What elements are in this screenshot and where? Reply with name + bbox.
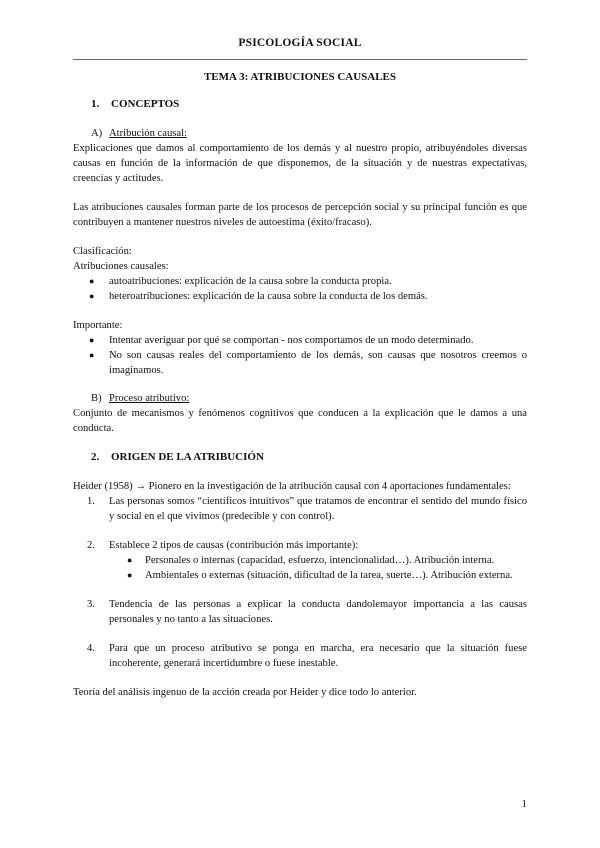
atribuciones-label: Atribuciones causales: (73, 261, 169, 272)
header-title: PSICOLOGÍA SOCIAL (238, 37, 362, 49)
list-item (73, 597, 527, 627)
list-item (73, 538, 527, 583)
bullet-icon: ● (127, 555, 133, 565)
section-1-heading (73, 97, 527, 111)
list-item-text: Ambientales o externas (situación, dificultad de la tarea, suerte…). Atribución externa. (145, 570, 513, 581)
item-number: 3. (87, 599, 95, 610)
list-item (109, 553, 527, 568)
subsection-a-heading (73, 127, 527, 141)
item-number: 4. (87, 643, 95, 654)
section-1-title: CONCEPTOS (111, 98, 180, 110)
header-rule (73, 59, 527, 60)
clasificacion-list (73, 274, 527, 304)
subsection-b-title: Proceso atributivo: (109, 393, 190, 404)
heider-contributions-list (73, 494, 527, 671)
list-item (73, 274, 527, 289)
section-1-number: 1. (91, 98, 100, 110)
list-item-text: No son causas reales del comportamiento de los demás, son causas que nosotros creemos o imaginamos. (109, 350, 527, 376)
subsection-b-paragraph: Conjunto de mecanismos y fenómenos cognitivos que conducen a la explicación que le damos a una conducta. (73, 408, 527, 434)
list-item (73, 348, 527, 378)
list-item-text: Establece 2 tipos de causas (contribución más importante): (109, 540, 359, 551)
list-item-text: Para que un proceso atributivo se ponga en marcha, era necesario que la situación fuese incoherente, generará incertidumbre o fuese inestable. (109, 643, 527, 669)
list-item-text: heteroatribuciones: explicación de la causa sobre la conducta de los demás. (109, 291, 428, 302)
bullet-icon: ● (89, 291, 95, 301)
subsection-a-paragraph-1: Explicaciones que damos al comportamiento de los demás y al nuestro propio, atribuyéndoles diversas causas en función de la información de que disponemos, de la situación y de nuestras expectativas, creencias y actitudes. (73, 143, 527, 184)
list-item (109, 568, 527, 583)
cause-types-list (109, 553, 527, 583)
item-number: 2. (87, 540, 95, 551)
subsection-a-letter: A) (91, 128, 103, 139)
clasificacion-label: Clasificación: (73, 246, 132, 257)
subsection-b-heading (73, 392, 527, 406)
list-item (73, 289, 527, 304)
topic-title: TEMA 3: ATRIBUCIONES CAUSALES (203, 71, 397, 83)
importante-label: Importante: (73, 320, 123, 331)
list-item-text: autoatribuciones: explicación de la causa sobre la conducta propia. (109, 276, 392, 287)
subsection-b-letter: B) (91, 393, 102, 404)
subsection-a-paragraph-2: Las atribuciones causales forman parte de los procesos de percepción social y su principal función es que contribuyen a mantener nuestros niveles de autoestima (éxito/fracaso). (73, 202, 527, 228)
item-number: 1. (87, 496, 95, 507)
bullet-icon: ● (89, 276, 95, 286)
list-item-text: Intentar averiguar por qué se comportan - nos comportamos de un modo determinado. (109, 335, 474, 346)
importante-list (73, 333, 527, 378)
section-2-number: 2. (91, 451, 100, 463)
section-2-intro: Heider (1958) → Pionero en la investigación de la atribución causal con 4 aportaciones fundamentales: (73, 481, 511, 492)
list-item (73, 494, 527, 524)
subsection-a-title: Atribución causal: (109, 128, 187, 139)
section-2-heading (73, 450, 527, 464)
list-item-text: Tendencia de las personas a explicar la conducta dandolemayor importancia a las causas personales y no tanto a las situaciones. (109, 599, 527, 625)
page-number: 1 (521, 798, 527, 810)
document-body (73, 70, 527, 700)
list-item (73, 641, 527, 671)
bullet-icon: ● (127, 570, 133, 580)
list-item (73, 333, 527, 348)
section-2-title: ORIGEN DE LA ATRIBUCIÓN (111, 451, 264, 463)
bullet-icon: ● (89, 335, 95, 345)
list-item-text: Las personas somos “científicos intuitivos” que tratamos de encontrar el sentido del mundo físico y social en el que vivimos (predecible y con control). (109, 496, 527, 522)
list-item-text: Personales o internas (capacidad, esfuerzo, intencionalidad…). Atribución interna. (145, 555, 495, 566)
section-2-closing: Teoría del análisis ingenuo de la acción creada por Heider y dice todo lo anterior. (73, 687, 417, 698)
bullet-icon: ● (89, 350, 95, 360)
